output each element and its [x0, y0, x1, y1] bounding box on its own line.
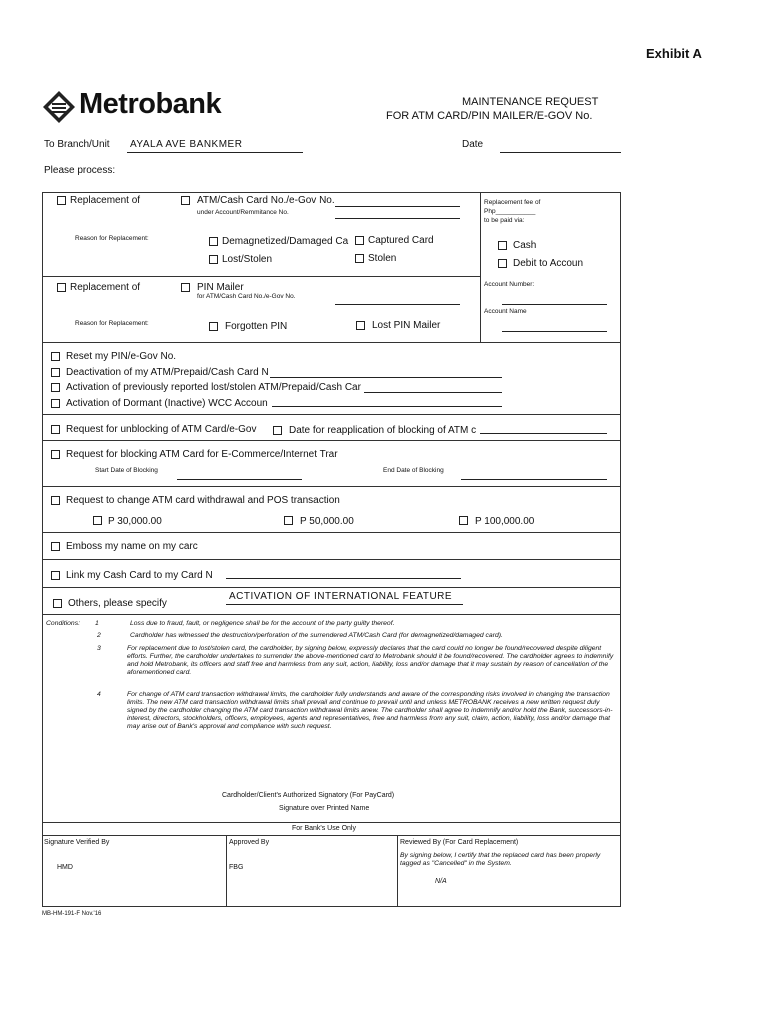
- divider: [42, 822, 621, 823]
- unblock-checkbox[interactable]: [51, 425, 60, 434]
- start-date-label: Start Date of Blocking: [95, 467, 158, 474]
- for-atm-label: for ATM/Cash Card No./e-Gov No.: [197, 293, 296, 300]
- branch-field[interactable]: [127, 152, 303, 153]
- atm-card-checkbox[interactable]: [181, 196, 190, 205]
- limit-30000-label: P 30,000.00: [108, 516, 162, 527]
- cash-checkbox[interactable]: [498, 241, 507, 250]
- unblock-label: Request for unblocking of ATM Card/e-Gov: [66, 424, 257, 435]
- link-card-label: Link my Cash Card to my Card N: [66, 570, 213, 581]
- reapply-field[interactable]: [480, 433, 607, 434]
- end-date-label: End Date of Blocking: [383, 467, 444, 474]
- account-name-label: Account Name: [484, 308, 527, 315]
- stolen-label: Stolen: [368, 253, 397, 264]
- reset-pin-label: Reset my PIN/e-Gov No.: [66, 351, 177, 362]
- lost-pin-checkbox[interactable]: [356, 321, 365, 330]
- replacement-pin-checkbox[interactable]: [57, 283, 66, 292]
- divider: [42, 414, 621, 415]
- date-field[interactable]: [500, 152, 621, 153]
- activation-dormant-label: Activation of Dormant (Inactive) WCC Accoun: [66, 398, 268, 409]
- condition-2-text: Cardholder has witnessed the destruction/perforation of the surrendered ATM/Cash Card (for demagnetized/damaged card).: [130, 632, 503, 639]
- account-field[interactable]: [335, 218, 460, 219]
- block-checkbox[interactable]: [51, 450, 60, 459]
- replacement-label-2: Replacement of: [70, 282, 141, 293]
- divider: [42, 614, 621, 615]
- activation-lost-checkbox[interactable]: [51, 383, 60, 392]
- form-code: MB-HM-191-F Nov.'16: [42, 911, 102, 917]
- change-limit-checkbox[interactable]: [51, 496, 60, 505]
- others-checkbox[interactable]: [53, 599, 62, 608]
- debit-label: Debit to Accoun: [513, 258, 584, 269]
- reset-pin-checkbox[interactable]: [51, 352, 60, 361]
- signature-line2: Signature over Printed Name: [279, 805, 370, 812]
- limit-30000-checkbox[interactable]: [93, 516, 102, 525]
- emboss-checkbox[interactable]: [51, 542, 60, 551]
- form-title-line2: FOR ATM CARD/PIN MAILER/E-GOV No.: [386, 110, 593, 122]
- reason-label: Reason for Replacement:: [75, 235, 149, 242]
- start-date-field[interactable]: [177, 479, 302, 480]
- exhibit-label: Exhibit A: [646, 46, 702, 61]
- emboss-label: Emboss my name on my carc: [66, 541, 198, 552]
- condition-4-text: For change of ATM card transaction withdrawal limits, the cardholder fully understands and aware of the corresponding risks involved in changing the transaction limits. The new ATM card transaction withdrawal limits shall prevail and continue to prevail until and unless METROBANK receives a new written request duly signed by the cardholder changing the ATM card transaction withdrawal limits anew. The cardholder shall agree to indemnify and/or hold the Bank, successors-in-interest, directors, stockholders, officers, employees, agents and representatives, free and harmless from any suit, claim, action, liability, loss and/or damage that may arise out of Bank's approval and compliance with such request.: [127, 691, 613, 730]
- lost-stolen-checkbox[interactable]: [209, 255, 218, 264]
- reviewed-value: N/A: [435, 878, 447, 885]
- divider: [42, 440, 621, 441]
- limit-50000-checkbox[interactable]: [284, 516, 293, 525]
- condition-3-text: For replacement due to lost/stolen card, the cardholder, by signing below, expressly declares that the card could no longer be found/recovered despite diligent efforts. Further, the cardholder undertakes to surrender the above-mentioned card to Metrobank should it be found/recovered. The cardholder agrees to indemnify and hold Metrobank, its officers and staff free and harmless from any suit, action, liability, loss and/or damage that it may sustain by reason of cancellation of the aforementioned card.: [127, 645, 614, 676]
- divider: [42, 532, 621, 533]
- branch-label: To Branch/Unit: [44, 139, 110, 150]
- replacement-atm-checkbox[interactable]: [57, 196, 66, 205]
- block-label: Request for blocking ATM Card for E-Commerce/Internet Trar: [66, 449, 338, 460]
- lost-stolen-label: Lost/Stolen: [222, 254, 273, 265]
- pin-mailer-label: PIN Mailer: [197, 282, 244, 293]
- activation-dormant-checkbox[interactable]: [51, 399, 60, 408]
- verified-value: HMD: [57, 864, 73, 871]
- limit-100000-checkbox[interactable]: [459, 516, 468, 525]
- verified-label: Signature Verified By: [44, 839, 110, 846]
- bank-use-header: For Bank's Use Only: [292, 825, 356, 832]
- under-account-label: under Account/Remmitance No.: [197, 209, 289, 216]
- pin-card-field[interactable]: [335, 304, 460, 305]
- link-card-field[interactable]: [226, 578, 461, 579]
- activation-dormant-field[interactable]: [272, 406, 502, 407]
- change-limit-label: Request to change ATM card withdrawal and POS transaction: [66, 495, 340, 506]
- fee-line1: Replacement fee of: [484, 199, 541, 206]
- divider: [397, 835, 398, 907]
- account-name-field[interactable]: [502, 331, 607, 332]
- deactivation-label: Deactivation of my ATM/Prepaid/Cash Card N: [66, 367, 269, 378]
- stolen-checkbox[interactable]: [355, 254, 364, 263]
- debit-checkbox[interactable]: [498, 259, 507, 268]
- captured-label: Captured Card: [368, 235, 434, 246]
- others-field[interactable]: [226, 604, 463, 605]
- end-date-field[interactable]: [461, 479, 607, 480]
- approved-label: Approved By: [229, 839, 270, 846]
- condition-1-num: 1: [95, 620, 99, 627]
- branch-value: AYALA AVE BANKMER: [130, 139, 243, 150]
- activation-lost-field[interactable]: [364, 392, 502, 393]
- replacement-label: Replacement of: [70, 195, 141, 206]
- approved-value: FBG: [229, 864, 244, 871]
- divider: [42, 559, 621, 560]
- limit-100000-label: P 100,000.00: [475, 516, 535, 527]
- condition-3-num: 3: [97, 645, 101, 652]
- signature-line1: Cardholder/Client's Authorized Signatory (For PayCard): [222, 792, 395, 799]
- reviewed-text: By signing below, I certify that the replaced card has been properly tagged as "Cancelled" in the System.: [400, 852, 601, 867]
- cash-label: Cash: [513, 240, 537, 251]
- others-label: Others, please specify: [68, 598, 167, 609]
- condition-1-text: Loss due to fraud, fault, or negligence shall be for the account of the party guilty thereof.: [130, 620, 395, 627]
- divider: [42, 587, 621, 588]
- fee-line3: to be paid via:: [484, 217, 525, 224]
- divider: [42, 835, 621, 836]
- please-process: Please process:: [44, 165, 116, 176]
- link-card-checkbox[interactable]: [51, 571, 60, 580]
- condition-4-num: 4: [97, 691, 101, 698]
- reviewed-label: Reviewed By (For Card Replacement): [400, 839, 519, 846]
- demagnetized-checkbox[interactable]: [209, 237, 218, 246]
- metrobank-logo: [42, 90, 76, 127]
- right-panel-divider: [480, 192, 481, 342]
- date-label: Date: [462, 139, 484, 150]
- divider: [42, 276, 480, 277]
- atm-card-label: ATM/Cash Card No./e-Gov No.: [197, 195, 335, 206]
- condition-2-num: 2: [97, 632, 101, 639]
- divider: [42, 342, 621, 343]
- captured-checkbox[interactable]: [355, 236, 364, 245]
- limit-50000-label: P 50,000.00: [300, 516, 354, 527]
- demagnetized-label: Demagnetized/Damaged Ca: [222, 236, 349, 247]
- atm-card-field[interactable]: [335, 206, 460, 207]
- bank-name: Metrobank: [79, 88, 222, 120]
- divider: [226, 835, 227, 907]
- conditions-label: Conditions:: [46, 620, 81, 627]
- deactivation-field[interactable]: [270, 377, 502, 378]
- account-number-field[interactable]: [502, 304, 607, 305]
- lost-pin-label: Lost PIN Mailer: [372, 320, 441, 331]
- reapply-checkbox[interactable]: [273, 426, 282, 435]
- fee-line2: Php___________: [484, 208, 536, 215]
- form-title-line1: MAINTENANCE REQUEST: [462, 96, 599, 108]
- deactivation-checkbox[interactable]: [51, 368, 60, 377]
- metrobank-logo-icon: [42, 90, 76, 124]
- others-value: ACTIVATION OF INTERNATIONAL FEATURE: [229, 591, 453, 602]
- reason-label-2: Reason for Replacement:: [75, 320, 149, 327]
- account-number-label: Account Number:: [484, 281, 535, 288]
- pin-mailer-checkbox[interactable]: [181, 283, 190, 292]
- forgotten-pin-label: Forgotten PIN: [225, 321, 288, 332]
- forgotten-pin-checkbox[interactable]: [209, 322, 218, 331]
- reapply-label: Date for reapplication of blocking of ATM c: [289, 425, 477, 436]
- divider: [42, 486, 621, 487]
- activation-lost-label: Activation of previously reported lost/stolen ATM/Prepaid/Cash Car: [66, 382, 361, 393]
